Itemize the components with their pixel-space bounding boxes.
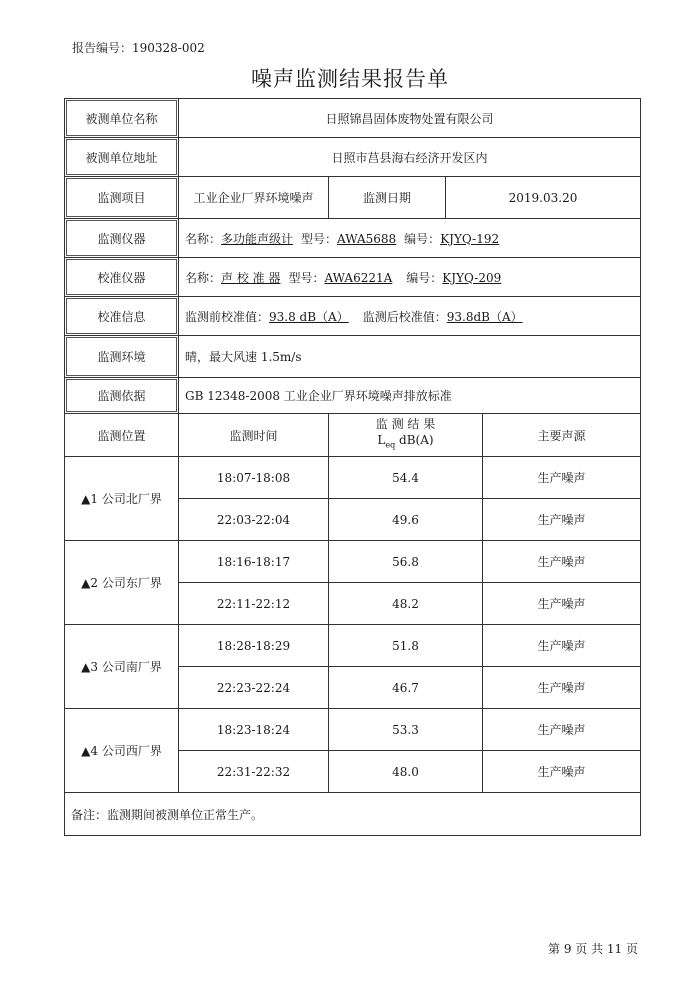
result-header-subscript: eq [385, 440, 396, 450]
instrument-serial: KJYQ-192 [440, 231, 500, 246]
project-row [65, 177, 641, 219]
value-cell: 54.4 [329, 457, 483, 499]
page-number: 第 9 页 共 11 页 [548, 942, 638, 956]
result-header-line1: 监 测 结 果 [375, 417, 436, 432]
value-cell: 56.8 [329, 541, 483, 583]
time-cell: 22:03-22:04 [179, 499, 329, 541]
source-cell: 生产噪声 [483, 541, 641, 583]
unit-address-row [65, 138, 641, 177]
position-east: ▲2 公司东厂界 [65, 541, 179, 625]
source-cell: 生产噪声 [483, 583, 641, 625]
results-header-row [65, 414, 641, 457]
value-cell: 53.3 [329, 709, 483, 751]
time-cell: 18:16-18:17 [179, 541, 329, 583]
environment-row [65, 336, 641, 378]
result-header [329, 414, 483, 457]
calibration-before-prefix: 监测前校准值： [185, 309, 270, 324]
instrument-label: 监测仪器 [65, 219, 179, 258]
calibrator-model-prefix: 型号： [288, 270, 325, 285]
position-south: ▲3 公司南厂界 [65, 625, 179, 709]
instrument-model-prefix: 型号： [301, 231, 338, 246]
position-north: ▲1 公司北厂界 [65, 457, 179, 541]
instrument-name: 多功能声级计 [221, 231, 294, 246]
table-row [65, 541, 641, 583]
calibrator-name: 声 校 准 器 [221, 270, 281, 285]
unit-address-value: 日照市莒县海右经济开发区内 [179, 138, 641, 177]
table-row [65, 457, 641, 499]
value-cell: 49.6 [329, 499, 483, 541]
value-cell: 46.7 [329, 667, 483, 709]
calibrator-model: AWA6221A [324, 270, 393, 285]
calibration-after: 93.8dB（A） [446, 309, 523, 324]
source-cell: 生产噪声 [483, 457, 641, 499]
calibrator-name-prefix: 名称： [185, 270, 222, 285]
calibration-label: 校准信息 [65, 297, 179, 336]
table-row [65, 625, 641, 667]
date-label: 监测日期 [329, 177, 446, 219]
environment-value: 晴，最大风速 1.5m/s [179, 336, 641, 378]
value-cell: 48.0 [329, 751, 483, 793]
basis-label: 监测依据 [65, 378, 179, 414]
source-cell: 生产噪声 [483, 667, 641, 709]
project-label: 监测项目 [65, 177, 179, 219]
source-cell: 生产噪声 [483, 499, 641, 541]
unit-name-row [65, 99, 641, 138]
calibrator-serial-prefix: 编号： [406, 270, 443, 285]
time-header: 监测时间 [179, 414, 329, 457]
result-header-unit: dB(A) [395, 433, 434, 448]
calibration-value [179, 297, 641, 336]
report-number: 报告编号：190328-002 [72, 41, 205, 55]
time-cell: 18:23-18:24 [179, 709, 329, 751]
time-cell: 18:28-18:29 [179, 625, 329, 667]
instrument-name-prefix: 名称： [185, 231, 222, 246]
calibrator-row [65, 258, 641, 297]
basis-row [65, 378, 641, 414]
instrument-serial-prefix: 编号： [404, 231, 441, 246]
source-header: 主要声源 [483, 414, 641, 457]
unit-name-value: 日照锦昌固体废物处置有限公司 [179, 99, 641, 138]
instrument-value [179, 219, 641, 258]
remark-text: 备注：监测期间被测单位正常生产。 [65, 793, 641, 836]
source-cell: 生产噪声 [483, 709, 641, 751]
page-title: 噪声监测结果报告单 [251, 67, 449, 91]
time-cell: 22:11-22:12 [179, 583, 329, 625]
date-value: 2019.03.20 [446, 177, 641, 219]
remark-row [65, 793, 641, 836]
project-value: 工业企业厂界环境噪声 [179, 177, 329, 219]
table-row [65, 709, 641, 751]
environment-label: 监测环境 [65, 336, 179, 378]
value-cell: 48.2 [329, 583, 483, 625]
position-header: 监测位置 [65, 414, 179, 457]
basis-value: GB 12348-2008 工业企业厂界环境噪声排放标准 [179, 378, 641, 414]
calibration-row [65, 297, 641, 336]
calibrator-label: 校准仪器 [65, 258, 179, 297]
time-cell: 18:07-18:08 [179, 457, 329, 499]
instrument-model: AWA5688 [337, 231, 397, 246]
time-cell: 22:23-22:24 [179, 667, 329, 709]
calibration-after-prefix: 监测后校准值： [362, 309, 447, 324]
result-header-L: L [377, 433, 386, 448]
unit-name-label: 被测单位名称 [65, 99, 179, 138]
value-cell: 51.8 [329, 625, 483, 667]
instrument-row [65, 219, 641, 258]
noise-report-table [64, 98, 641, 836]
calibrator-serial: KJYQ-209 [442, 270, 502, 285]
calibrator-value [179, 258, 641, 297]
calibration-before: 93.8 dB（A） [269, 309, 349, 324]
position-west: ▲4 公司西厂界 [65, 709, 179, 793]
time-cell: 22:31-22:32 [179, 751, 329, 793]
source-cell: 生产噪声 [483, 751, 641, 793]
unit-address-label: 被测单位地址 [65, 138, 179, 177]
source-cell: 生产噪声 [483, 625, 641, 667]
